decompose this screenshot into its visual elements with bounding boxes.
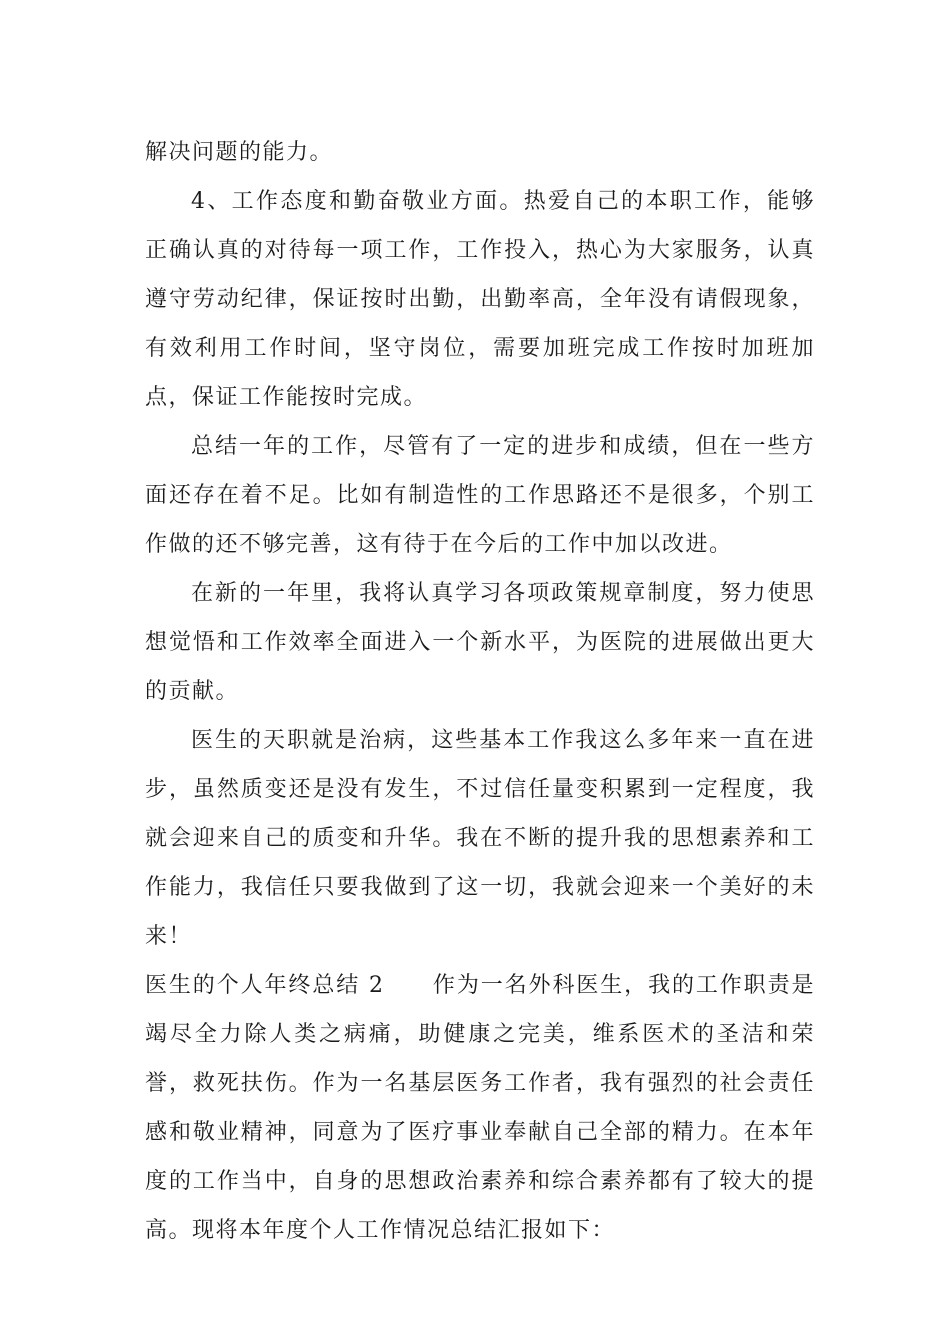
paragraph-3: 在新的一年里，我将认真学习各项政策规章制度，努力使思想觉悟和工作效率全面进入一个新水平，为医院的进展做出更大的贡献。 [145, 581, 815, 704]
document-body [145, 128, 815, 1255]
paragraph-4: 医生的天职就是治病，这些基本工作我这么多年来一直在进步，虽然质变还是没有发生，不过信任量变积累到一定程度，我就会迎来自己的质变和升华。我在不断的提升我的思想素养和工作能力，我信任只要我做到了这一切，我就会迎来一个美好的未来！ [145, 728, 815, 949]
section2-text: 作为一名外科医生，我的工作职责是竭尽全力除人类之病痛，助健康之完美，维系医术的圣洁和荣誉，救死扶伤。作为一名基层医务工作者，我有强烈的社会责任感和敬业精神，同意为了医疗事业奉献自己全部的精力。在本年度的工作当中，自身的思想政治素养和综合素养都有了较大的提高。现将本年度个人工作情况总结汇报如下： [145, 973, 815, 1243]
paragraph-2: 总结一年的工作，尽管有了一定的进步和成绩，但在一些方面还存在着不足。比如有制造性的工作思路还不是很多，个别工作做的还不够完善，这有待于在今后的工作中加以改进。 [145, 434, 815, 557]
section2-paragraph [145, 961, 815, 1255]
section2-heading: 医生的个人年终总结 2 [145, 973, 385, 998]
paragraph-0: 解决问题的能力。 [145, 140, 334, 165]
paragraph-1: 4、工作态度和勤奋敬业方面。热爱自己的本职工作，能够正确认真的对待每一项工作，工作投入，热心为大家服务，认真遵守劳动纪律，保证按时出勤，出勤率高，全年没有请假现象，有效利用工作时间，坚守岗位，需要加班完成工作按时加班加点，保证工作能按时完成。 [145, 189, 815, 410]
